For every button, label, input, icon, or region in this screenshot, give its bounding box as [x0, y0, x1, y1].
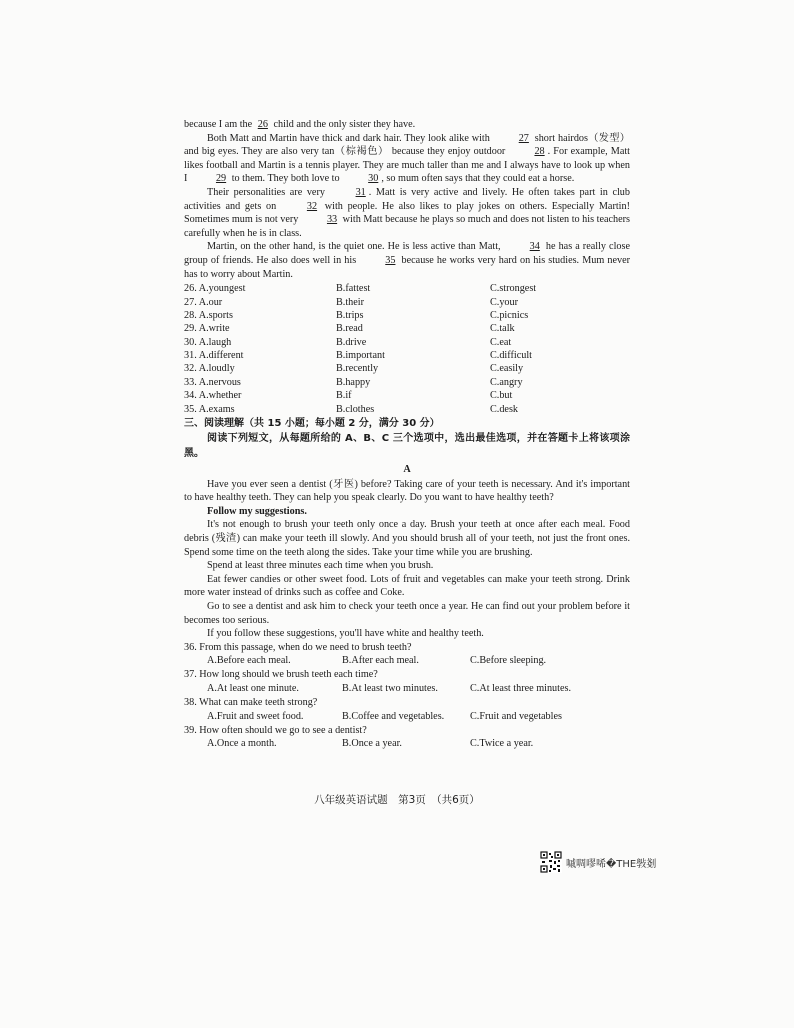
option-row	[184, 376, 630, 389]
option-a: 29. A.write	[184, 323, 230, 335]
passage-subheading: Follow my suggestions.	[207, 505, 307, 517]
blank-32: 32	[306, 200, 318, 212]
blank-27: 27	[518, 132, 529, 144]
option-b: B.read	[336, 323, 363, 335]
question-list	[184, 641, 630, 751]
passage-label: A	[403, 464, 411, 476]
exam-page	[184, 118, 630, 751]
passage-paragraph: Go to see a dentist and ask him to check your teeth once a year. He can find out your problem before it becomes too serious.	[184, 600, 630, 626]
option-b: B.their	[336, 296, 365, 308]
option-c: C.easily	[490, 363, 524, 375]
question-text: 39. How often should we go to see a dentist?	[184, 724, 367, 736]
option-a: 32. A.loudly	[184, 363, 235, 375]
option-a: 33. A.nervous	[184, 376, 241, 388]
passage-paragraph: Eat fewer candies or other sweet food. Lots of fruit and vegetables can make your teeth strong. Drink more water instead of drinks such as coffee and Coke.	[184, 573, 630, 599]
choice-a: A.At least one minute.	[207, 682, 299, 694]
cloze-paragraph-1: because I am the 26 child and the only sister they have.	[184, 119, 416, 130]
option-b: B.clothes	[336, 403, 375, 415]
choice-c: C.At least three minutes.	[470, 682, 572, 694]
question-options	[184, 654, 630, 668]
option-a: 27. A.our	[184, 296, 223, 308]
cloze-options	[184, 282, 630, 416]
question-options	[184, 710, 630, 724]
option-row	[184, 282, 630, 295]
passage-paragraph: Have you ever seen a dentist (牙医) before? Taking care of your teeth is necessary. And it's important to have healthy teeth. They can help you speak clearly. Do you want to have healthy teeth?	[184, 478, 630, 504]
option-b: B.fattest	[336, 283, 371, 295]
qr-code-icon	[540, 851, 562, 873]
option-c: C.difficult	[490, 350, 532, 362]
option-c: C.angry	[490, 376, 523, 388]
blank-30: 30	[368, 173, 379, 185]
choice-a: A.Fruit and sweet food.	[207, 710, 304, 722]
option-a: 28. A.sports	[184, 309, 233, 321]
option-c: C.but	[490, 390, 513, 402]
passage-paragraph: If you follow these suggestions, you'll have white and healthy teeth.	[207, 628, 484, 640]
page-footer: 八年级英语试题 第3页 （共6页）	[314, 794, 480, 806]
option-b: B.if	[336, 390, 352, 402]
cloze-paragraph-2: Both Matt and Martin have thick and dark hair. They look alike with 27 short hairdos（发型）and big eyes. They are also very tan（棕褐色） because they enjoy outdoor 28 . For example, Matt likes football and Martin is a tennis player. They are much taller than me and I always have to look up when I 29 to them. They both love to 30 , so mum often says that they could eat a horse.	[184, 132, 630, 185]
option-a: 34. A.whether	[184, 390, 242, 402]
blank-31: 31	[355, 186, 366, 198]
option-a: 30. A.laugh	[184, 336, 232, 348]
option-b: B.happy	[336, 376, 371, 388]
section-title: 三、阅读理解（共 15 小题；每小题 2 分，满分 30 分）	[184, 418, 440, 430]
option-c: C.strongest	[490, 283, 537, 295]
watermark-text: 嘁啁嘐唏�THE斅剗	[566, 859, 657, 870]
choice-b: B.Once a year.	[342, 738, 402, 750]
option-row	[184, 362, 630, 375]
blank-33: 33	[326, 214, 338, 226]
choice-b: B.At least two minutes.	[342, 682, 438, 694]
option-row	[184, 322, 630, 335]
question-options	[184, 682, 630, 696]
cloze-paragraph-3: Their personalities are very 31 . Matt is very active and lively. He often takes part in club activities and gets on 32 with people. He also likes to play jokes on others. Especially Martin! Sometimes mum is not very 33 with Matt because he plays so much and does not listen to his teachers carefully when he is in class.	[184, 186, 630, 239]
passage-paragraph: It's not enough to brush your teeth only once a day. Brush your teeth at once after each meal. Food debris (残渣) can make your teeth ill slowly. And you should brush all of your teeth, not just the front ones. Spend some time on the teeth along the sides. Take your time while you are brushing.	[184, 519, 630, 558]
blank-35: 35	[385, 254, 396, 266]
cloze-paragraph-4: Martin, on the other hand, is the quiet one. He is less active than Matt, 34 he has a really close group of friends. He also does well in his 35 because he works very hard on his studies. Mum never has to worry about Martin.	[184, 241, 630, 280]
option-c: C.picnics	[490, 309, 529, 321]
choice-c: C.Fruit and vegetables	[470, 710, 562, 722]
option-row	[184, 349, 630, 362]
option-b: B.drive	[336, 336, 367, 348]
option-a: 31. A.different	[184, 350, 244, 362]
blank-34: 34	[529, 241, 540, 253]
blank-26: 26	[257, 119, 268, 130]
option-b: B.important	[336, 350, 385, 362]
option-b: B.trips	[336, 309, 364, 321]
blank-28: 28	[534, 146, 545, 158]
option-c: C.desk	[490, 403, 519, 415]
option-row	[184, 309, 630, 322]
option-row	[184, 389, 630, 402]
option-row	[184, 336, 630, 349]
option-row	[184, 296, 630, 309]
option-a: 26. A.youngest	[184, 283, 246, 295]
choice-a: A.Before each meal.	[207, 655, 291, 667]
blank-29: 29	[215, 173, 227, 185]
option-b: B.recently	[336, 363, 379, 375]
option-a: 35. A.exams	[184, 403, 235, 415]
option-c: C.your	[490, 296, 519, 308]
choice-b: B.After each meal.	[342, 655, 419, 667]
option-c: C.talk	[490, 323, 515, 335]
option-row	[184, 403, 630, 416]
question-text: 36. From this passage, when do we need to brush teeth?	[184, 641, 412, 653]
choice-c: C.Twice a year.	[470, 738, 534, 750]
option-c: C.eat	[490, 336, 512, 348]
choice-c: C.Before sleeping.	[470, 655, 547, 667]
choice-b: B.Coffee and vegetables.	[342, 710, 445, 722]
question-text: 37. How long should we brush teeth each time?	[184, 669, 378, 681]
passage-paragraph: Spend at least three minutes each time when you brush.	[207, 560, 434, 572]
choice-a: A.Once a month.	[207, 738, 277, 750]
question-text: 38. What can make teeth strong?	[184, 696, 318, 708]
question-options	[184, 737, 630, 751]
section-instruction: 阅读下列短文，从每题所给的 A、B、C 三个选项中，选出最佳选项，并在答题卡上将该项涂黑。	[184, 433, 630, 460]
